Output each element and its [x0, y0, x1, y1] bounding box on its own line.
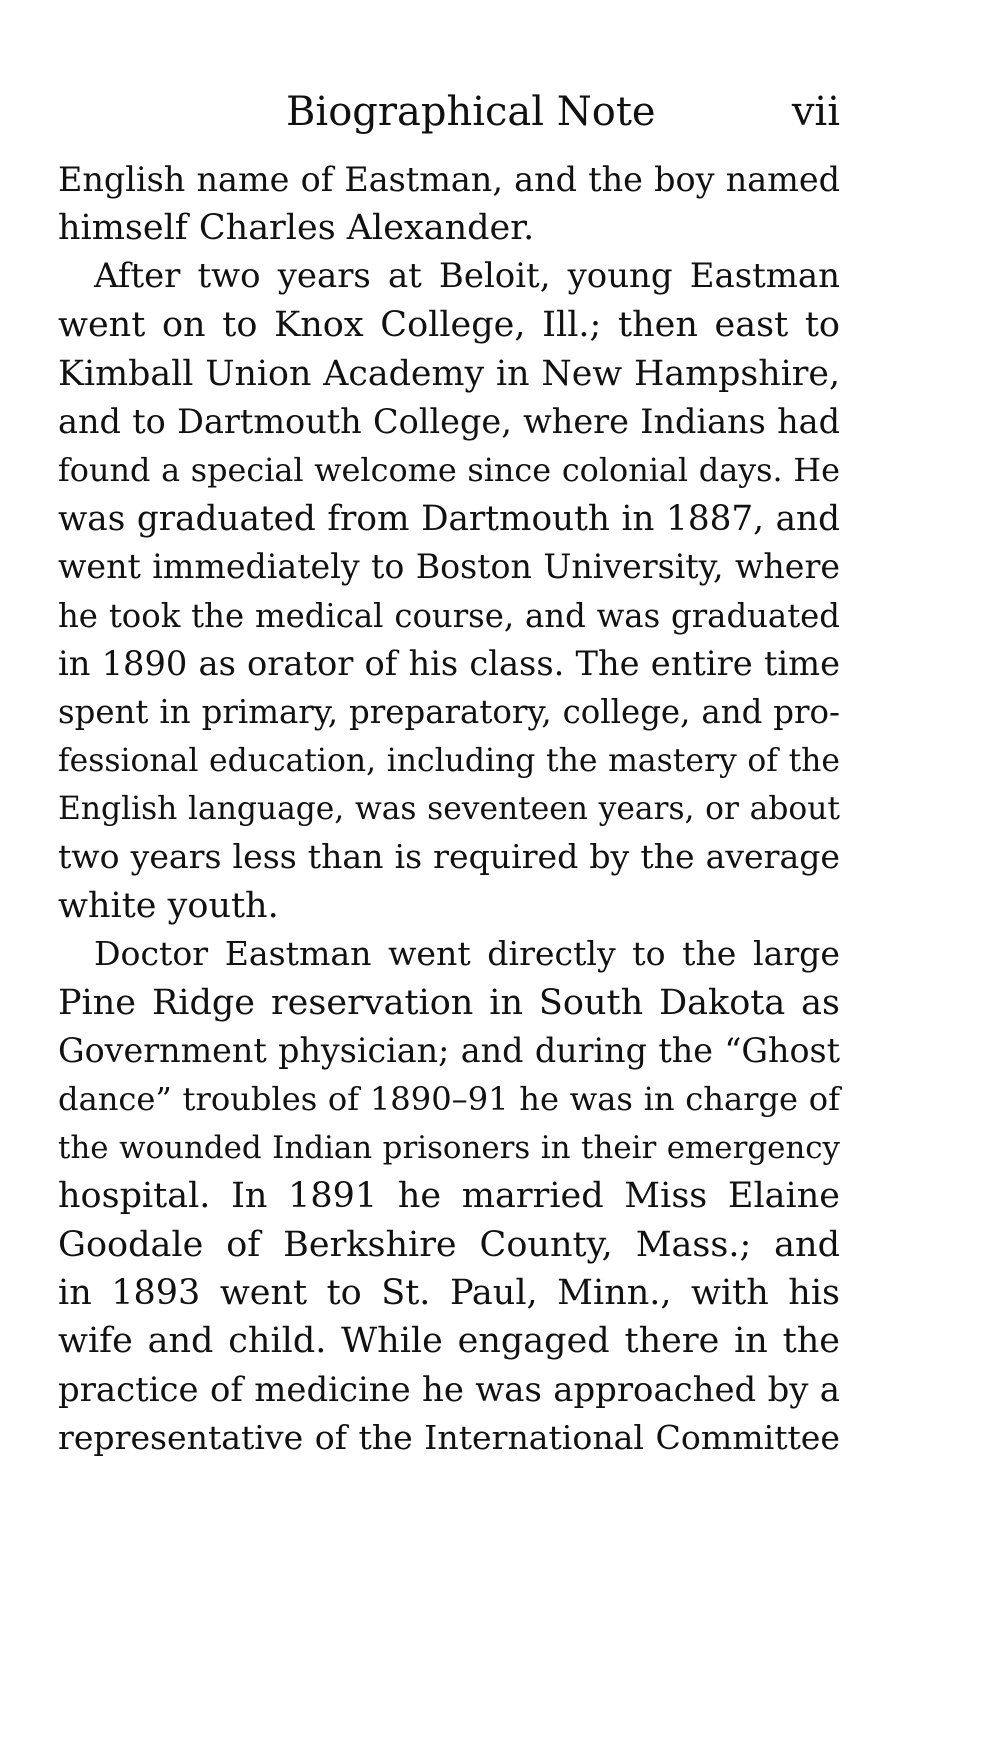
paragraph-3 — [58, 930, 840, 1462]
text-line: found a special welcome since colonial days. He — [58, 451, 840, 490]
running-head — [58, 86, 840, 138]
body-text — [58, 156, 840, 1463]
text-line: himself Charles Alexander. — [58, 208, 535, 249]
paragraph-1 — [58, 156, 840, 253]
text-line: was graduated from Dartmouth in 1887, and — [58, 498, 840, 539]
text-line: After two years at Beloit, young Eastman — [94, 256, 840, 296]
text-line: Goodale of Berkshire County, Mass.; and — [58, 1224, 840, 1265]
text-line: dance” troubles of 1890–91 he was in charge of — [58, 1080, 840, 1119]
text-line: in 1893 went to St. Paul, Minn., with his — [58, 1272, 840, 1313]
text-line: went on to Knox College, Ill.; then east to — [58, 305, 840, 346]
text-line: went immediately to Boston University, where — [58, 547, 840, 587]
text-line: two years less than is required by the average — [58, 837, 840, 877]
paragraph-2 — [58, 253, 840, 930]
text-line: Pine Ridge reservation in South Dakota as — [58, 982, 840, 1023]
text-line: representative of the International Committee — [58, 1418, 840, 1458]
text-line: wife and child. While engaged there in the — [58, 1321, 840, 1362]
text-line: Kimball Union Academy in New Hampshire, — [58, 353, 840, 394]
text-line: white youth. — [58, 885, 279, 926]
text-line: Doctor Eastman went directly to the large — [94, 934, 840, 974]
text-line: Government physician; and during the “Ghost — [58, 1031, 840, 1071]
text-line: he took the medical course, and was graduated — [58, 596, 840, 635]
text-line: spent in primary, preparatory, college, and pro- — [58, 693, 840, 732]
text-line: fessional education, including the mastery of the — [58, 742, 840, 779]
text-line: hospital. In 1891 he married Miss Elaine — [58, 1176, 840, 1217]
running-head-title: Biographical Note — [286, 89, 656, 135]
text-line: the wounded Indian prisoners in their emergency — [58, 1129, 840, 1166]
text-line: and to Dartmouth College, where Indians had — [58, 401, 840, 441]
page-number: vii — [791, 89, 840, 135]
text-line: English language, was seventeen years, or about — [58, 791, 840, 828]
text-line: practice of medicine he was approached by a — [58, 1369, 840, 1409]
text-line: in 1890 as orator of his class. The entire time — [58, 643, 840, 683]
text-line: English name of Eastman, and the boy named — [58, 160, 840, 199]
